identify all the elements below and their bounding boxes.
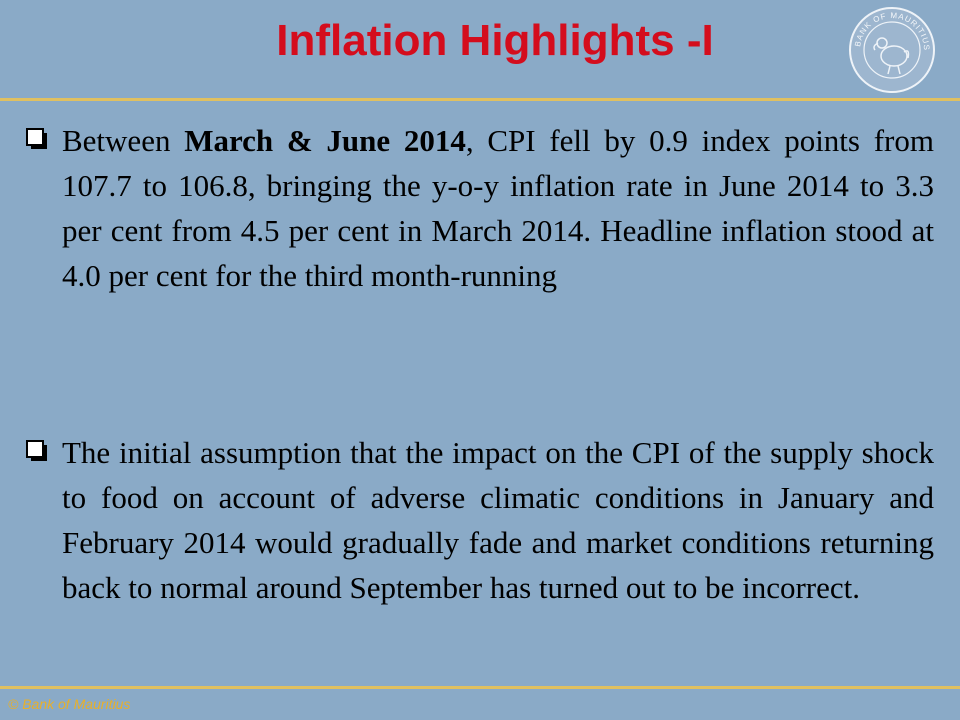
bullet-bold-period: March & June 2014 <box>184 123 466 158</box>
checkbox-bullet-icon <box>26 128 48 150</box>
bullet-text-2: The initial assumption that the impact on the CPI of the supply shock to food on account of adverse climatic conditions in January and February 2014 would gradually fade and market conditions returning back to normal around September has turned out to be incorrect. <box>62 435 934 605</box>
dodo-seal-icon <box>848 6 936 94</box>
footer-copyright: © Bank of Mauritius <box>8 696 131 712</box>
title-divider <box>0 98 960 101</box>
bank-of-mauritius-logo <box>848 6 936 94</box>
footer-divider <box>0 686 960 689</box>
bullet-text-1: Between March & June 2014, CPI fell by 0.9 index points from 107.7 to 106.8, bringing the y-o-y inflation rate in June 2014 to 3.3 per cent from 4.5 per cent in March 2014. Headline inflation stood at 4.0 per cent for the third month-running <box>62 123 934 293</box>
logo-arc-text: BANK OF MAURITIUS <box>853 10 932 52</box>
checkbox-bullet-icon <box>26 440 48 462</box>
bullet-item-2 <box>22 430 934 610</box>
slide-title: Inflation Highlights -I <box>276 16 714 65</box>
bullet-item-1 <box>22 118 934 298</box>
